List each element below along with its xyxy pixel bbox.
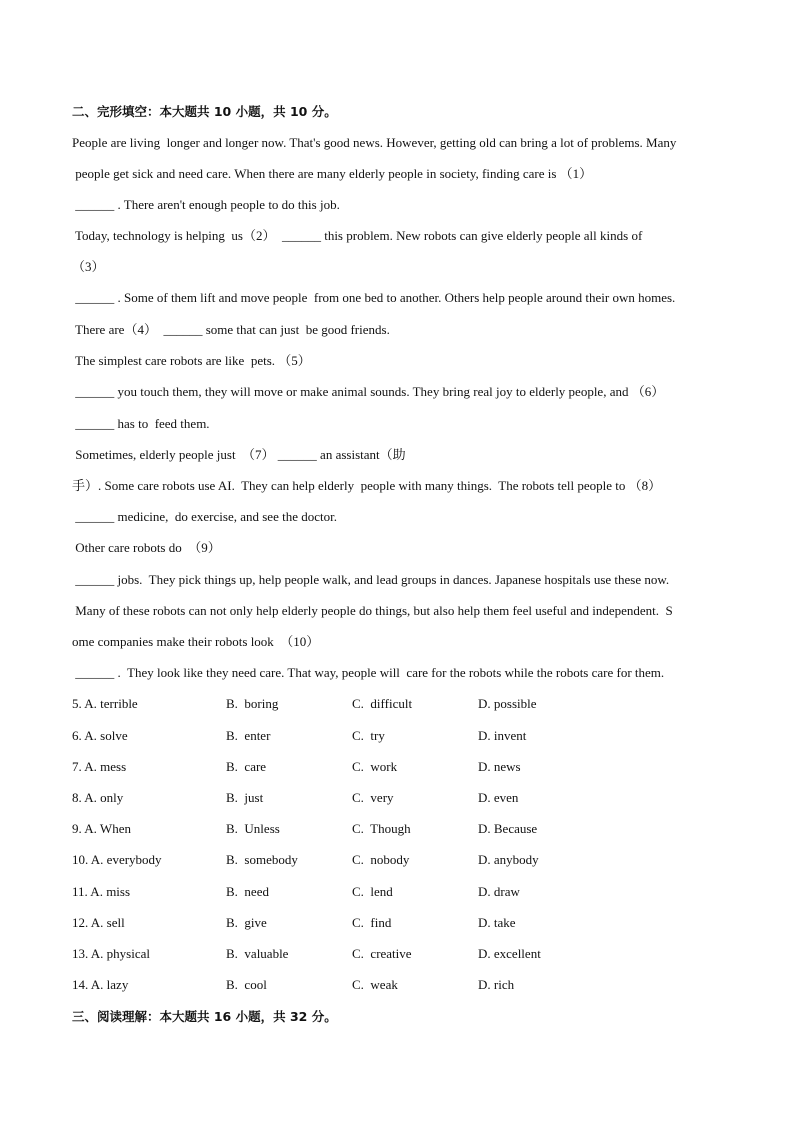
option-a: 7. A. mess: [72, 759, 127, 774]
option-c: C. lend: [352, 884, 393, 899]
option-d: D. Because: [478, 821, 538, 836]
option-a: 13. A. physical: [72, 946, 150, 961]
option-b: B. somebody: [226, 852, 298, 867]
passage-line: people get sick and need care. When there are many elderly people in society, finding care is （1）: [72, 166, 593, 181]
option-a: 10. A. everybody: [72, 852, 162, 867]
passage-line: （3）: [72, 259, 105, 274]
option-a: 11. A. miss: [72, 884, 131, 899]
option-a: 6. A. solve: [72, 728, 128, 743]
passage-line: Other care robots do （9）: [72, 540, 221, 555]
option-b: B. need: [226, 884, 269, 899]
option-c: C. very: [352, 790, 394, 805]
option-a: 8. A. only: [72, 790, 124, 805]
option-d: D. invent: [478, 728, 527, 743]
option-c: C. Though: [352, 821, 411, 836]
passage-line: Many of these robots can not only help elderly people do things, but also help them feel useful and independent. S: [72, 603, 673, 618]
option-d: D. anybody: [478, 852, 539, 867]
option-c: C. work: [352, 759, 398, 774]
option-b: B. cool: [226, 977, 267, 992]
option-b: B. give: [226, 915, 267, 930]
option-a: 14. A. lazy: [72, 977, 129, 992]
option-b: B. boring: [226, 696, 279, 711]
passage-line: ome companies make their robots look （10）: [72, 634, 320, 649]
option-d: D. rich: [478, 977, 515, 992]
option-a: 5. A. terrible: [72, 696, 138, 711]
option-b: B. just: [226, 790, 264, 805]
passage-line: There are（4） ______ some that can just be good friends.: [72, 322, 390, 337]
passage-line: ______ you touch them, they will move or make animal sounds. They bring real joy to elderly people, and （6）: [72, 384, 665, 399]
option-d: D. even: [478, 790, 519, 805]
option-d: D. excellent: [478, 946, 541, 961]
section-heading-cloze: 二、完形填空：本大题共 10 小题，共 10 分。: [72, 104, 337, 119]
passage-line: 手）. Some care robots use AI. They can help elderly people with many things. The robots tell people to （8）: [72, 478, 662, 493]
option-a: 9. A. When: [72, 821, 131, 836]
option-a: 12. A. sell: [72, 915, 125, 930]
option-c: C. find: [352, 915, 392, 930]
option-d: D. news: [478, 759, 521, 774]
option-c: C. nobody: [352, 852, 410, 867]
section-heading-reading: 三、阅读理解：本大题共 16 小题，共 32 分。: [72, 1009, 337, 1024]
option-c: C. weak: [352, 977, 398, 992]
passage-line: ______ . There aren't enough people to do this job.: [72, 197, 340, 212]
option-d: D. draw: [478, 884, 520, 899]
passage-line: The simplest care robots are like pets. （5）: [72, 353, 311, 368]
option-d: D. possible: [478, 696, 537, 711]
option-c: C. creative: [352, 946, 412, 961]
passage-line: ______ . Some of them lift and move people from one bed to another. Others help people around their own homes.: [72, 290, 676, 305]
passage-line: ______ jobs. They pick things up, help people walk, and lead groups in dances. Japanese hospitals use these now.: [72, 572, 670, 587]
passage-line: ______ medicine, do exercise, and see the doctor.: [72, 509, 337, 524]
option-b: B. Unless: [226, 821, 280, 836]
option-b: B. valuable: [226, 946, 289, 961]
passage-line: ______ has to feed them.: [72, 416, 210, 431]
option-d: D. take: [478, 915, 516, 930]
passage-line: ______ . They look like they need care. That way, people will care for the robots while the robots care for them.: [72, 665, 665, 680]
option-c: C. try: [352, 728, 385, 743]
passage-line: Sometimes, elderly people just （7） ______ an assistant（助: [72, 447, 406, 462]
option-c: C. difficult: [352, 696, 413, 711]
option-b: B. enter: [226, 728, 271, 743]
passage-line: Today, technology is helping us（2） ______ this problem. New robots can give elderly people all kinds of: [72, 228, 643, 243]
passage-line: People are living longer and longer now. That's good news. However, getting old can bring a lot of problems. Many: [72, 135, 677, 150]
option-b: B. care: [226, 759, 267, 774]
